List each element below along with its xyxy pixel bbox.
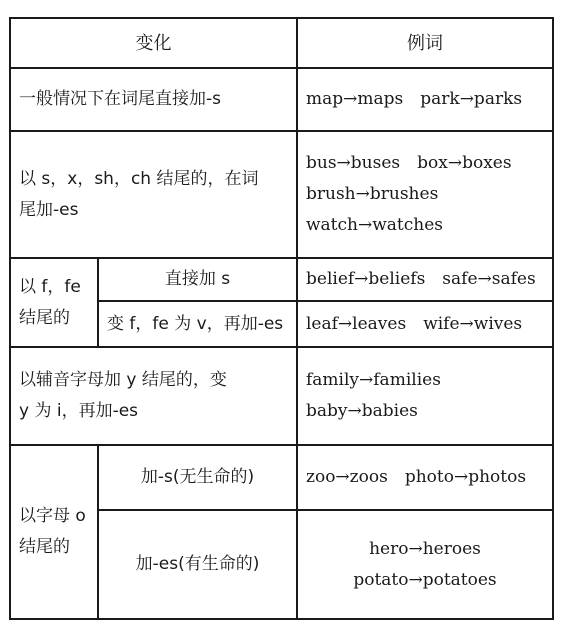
rule-ffe-change: 变 f，fe 为 v，再加-es (98, 301, 297, 347)
group-line: 以 f，fe (19, 276, 81, 297)
examples-o-animate (297, 510, 553, 619)
plural-rules-table (9, 17, 554, 620)
examples-sxshch (297, 131, 553, 258)
rule-line: y 为 i，再加-es (19, 401, 139, 421)
plural-rules-sheet (9, 17, 552, 618)
rule-line: 以 s，x，sh，ch 结尾的，在词 (19, 168, 259, 189)
examples-o-inanimate (297, 445, 553, 510)
rule-o-inanimate: 加-s(无生命的) (98, 445, 297, 510)
group-ffe (10, 258, 98, 347)
example-line: map→maps park→parks (306, 89, 523, 109)
examples-general (297, 68, 553, 131)
rule-row-consonant-y (10, 347, 553, 445)
group-line: 以字母 o (19, 506, 86, 526)
rule-row-sxshch (10, 131, 553, 258)
example-line: bus→buses box→boxes (306, 153, 512, 173)
group-line: 结尾的 (19, 537, 70, 557)
example-line: hero→heroes (369, 538, 481, 559)
group-o (10, 445, 98, 619)
example-line: belief→beliefs safe→safes (306, 269, 536, 289)
rule-line: 以辅音字母加 y 结尾的，变 (19, 370, 227, 390)
header-examples: 例词 (297, 18, 553, 68)
example-line: watch→watches (306, 215, 444, 235)
example-line: potato→potatoes (353, 569, 497, 590)
examples-ffe-direct (297, 258, 553, 301)
rule-row-o-inanimate (10, 445, 553, 510)
example-line: family→families (306, 370, 441, 390)
example-line: zoo→zoos photo→photos (306, 467, 527, 487)
rule-line: 尾加-es (19, 199, 79, 220)
group-line: 结尾的 (19, 307, 70, 328)
rule-sxshch (10, 131, 297, 258)
rule-general: 一般情况下在词尾直接加-s (10, 68, 297, 131)
example-line: leaf→leaves wife→wives (306, 313, 523, 334)
rule-row-general (10, 68, 553, 131)
examples-consonant-y (297, 347, 553, 445)
example-line: baby→babies (306, 401, 418, 421)
rule-consonant-y (10, 347, 297, 445)
example-line: brush→brushes (306, 184, 439, 204)
rule-row-ffe-direct (10, 258, 553, 301)
examples-ffe-change (297, 301, 553, 347)
header-row (10, 18, 553, 68)
header-change: 变化 (10, 18, 297, 68)
rule-o-animate: 加-es(有生命的) (98, 510, 297, 619)
rule-ffe-direct: 直接加 s (98, 258, 297, 301)
